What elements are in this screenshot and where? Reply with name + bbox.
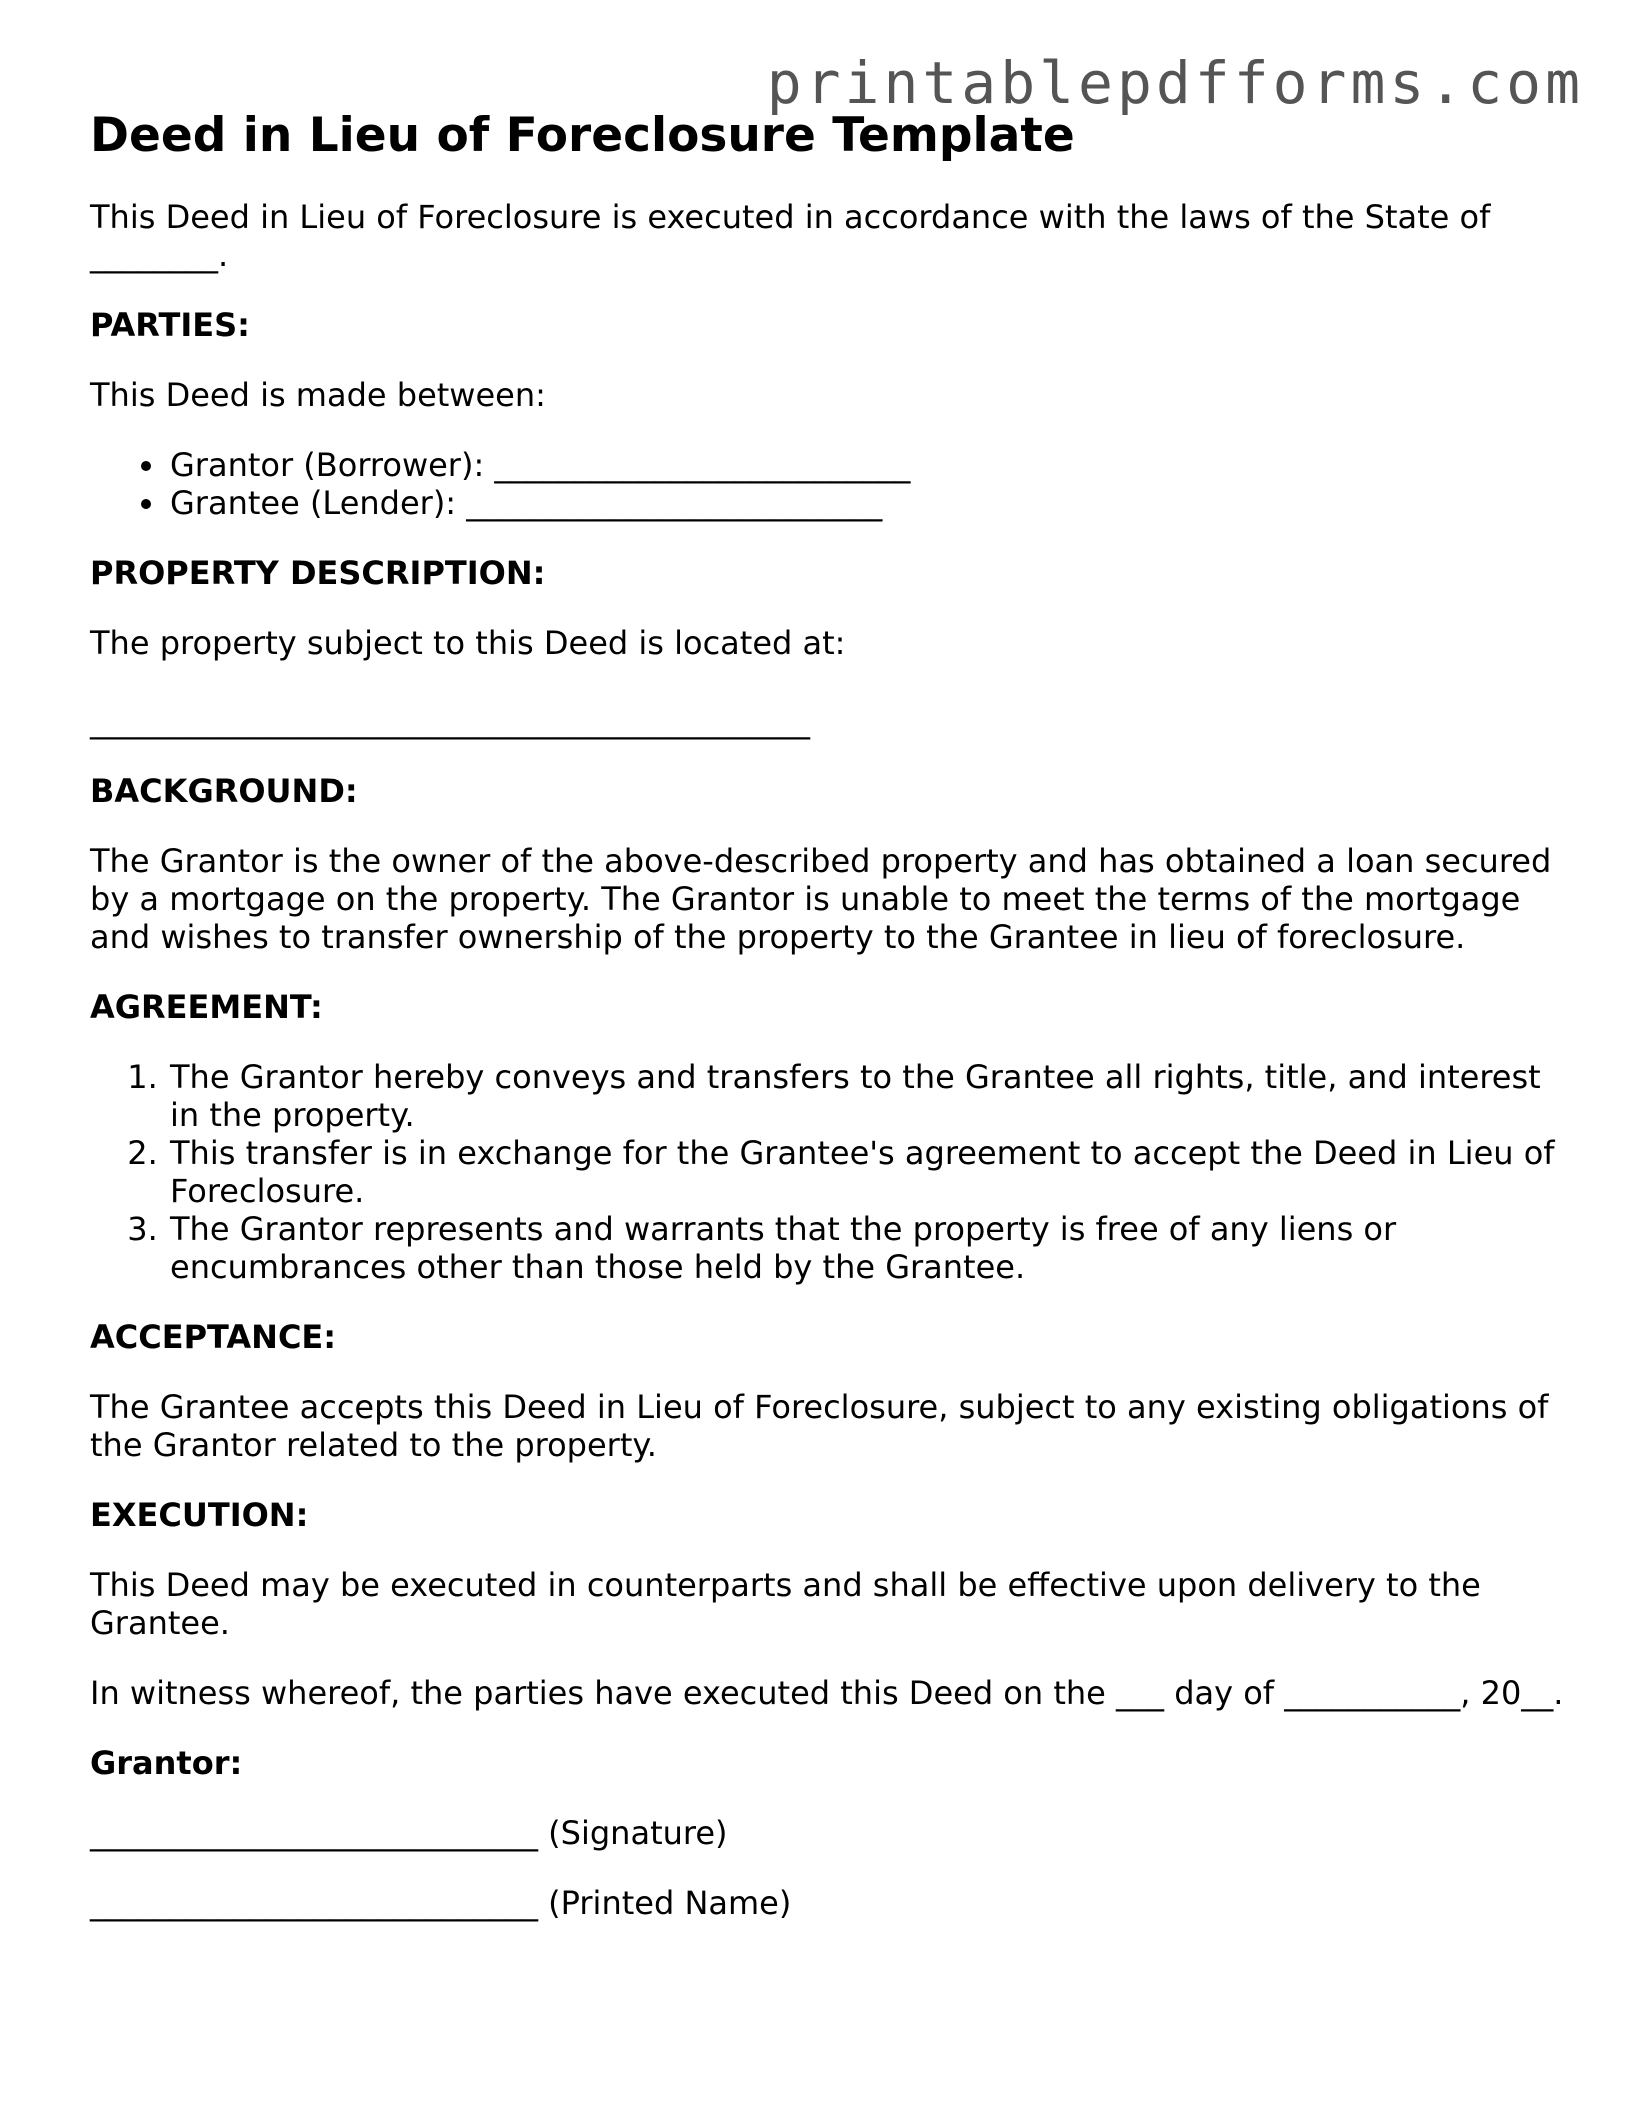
property-address-blank: _____________________________________________: [90, 702, 810, 741]
execution-heading: EXECUTION:: [90, 1496, 309, 1535]
background-heading: BACKGROUND:: [90, 772, 358, 811]
property-lead: The property subject to this Deed is located at:: [90, 624, 846, 663]
agreement-item: 1. The Grantor hereby conveys and transfers to the Grantee all rights, title, and interest in the property.: [168, 1058, 1570, 1134]
grantor-signature-line: ____________________________ (Signature): [90, 1814, 728, 1853]
party-grantee-item: • Grantee (Lender): __________________________: [168, 484, 1570, 522]
parties-list: [90, 446, 1570, 522]
property-heading: PROPERTY DESCRIPTION:: [90, 554, 546, 593]
background-paragraph: The Grantor is the owner of the above-described property and has obtained a loan secured by a mortgage on the property. The Grantor is unable to meet the terms of the mortgage and wishes to transfer ownership of the property to the Grantee in lieu of foreclosure.: [90, 842, 1552, 957]
grantor-heading: Grantor:: [90, 1744, 243, 1783]
grantor-printed-name-line: ____________________________ (Printed Name): [90, 1884, 792, 1923]
acceptance-paragraph: The Grantee accepts this Deed in Lieu of Foreclosure, subject to any existing obligations of the Grantor related to the property.: [90, 1388, 1549, 1465]
document-body: [90, 108, 1570, 1954]
acceptance-heading: ACCEPTANCE:: [90, 1318, 337, 1357]
parties-lead: This Deed is made between:: [90, 376, 546, 415]
agreement-heading: AGREEMENT:: [90, 988, 323, 1027]
intro-paragraph: This Deed in Lieu of Foreclosure is executed in accordance with the laws of the State of ________.: [90, 198, 1491, 275]
party-grantor-item: • Grantor (Borrower): __________________________: [168, 446, 1570, 484]
page-title: Deed in Lieu of Foreclosure Template: [90, 108, 1075, 163]
execution-paragraph: This Deed may be executed in counterparts and shall be effective upon delivery to the Grantee.: [90, 1566, 1481, 1643]
witness-paragraph: In witness whereof, the parties have executed this Deed on the ___ day of ___________, 20__.: [90, 1674, 1564, 1713]
agreement-list: [90, 1058, 1570, 1286]
parties-heading: PARTIES:: [90, 306, 250, 345]
watermark-text: printablepdfforms.com: [766, 49, 1584, 117]
agreement-item: 2. This transfer is in exchange for the Grantee's agreement to accept the Deed in Lieu of Foreclosure.: [168, 1134, 1570, 1210]
agreement-item: 3. The Grantor represents and warrants that the property is free of any liens or encumbrances other than those held by the Grantee.: [168, 1210, 1570, 1286]
